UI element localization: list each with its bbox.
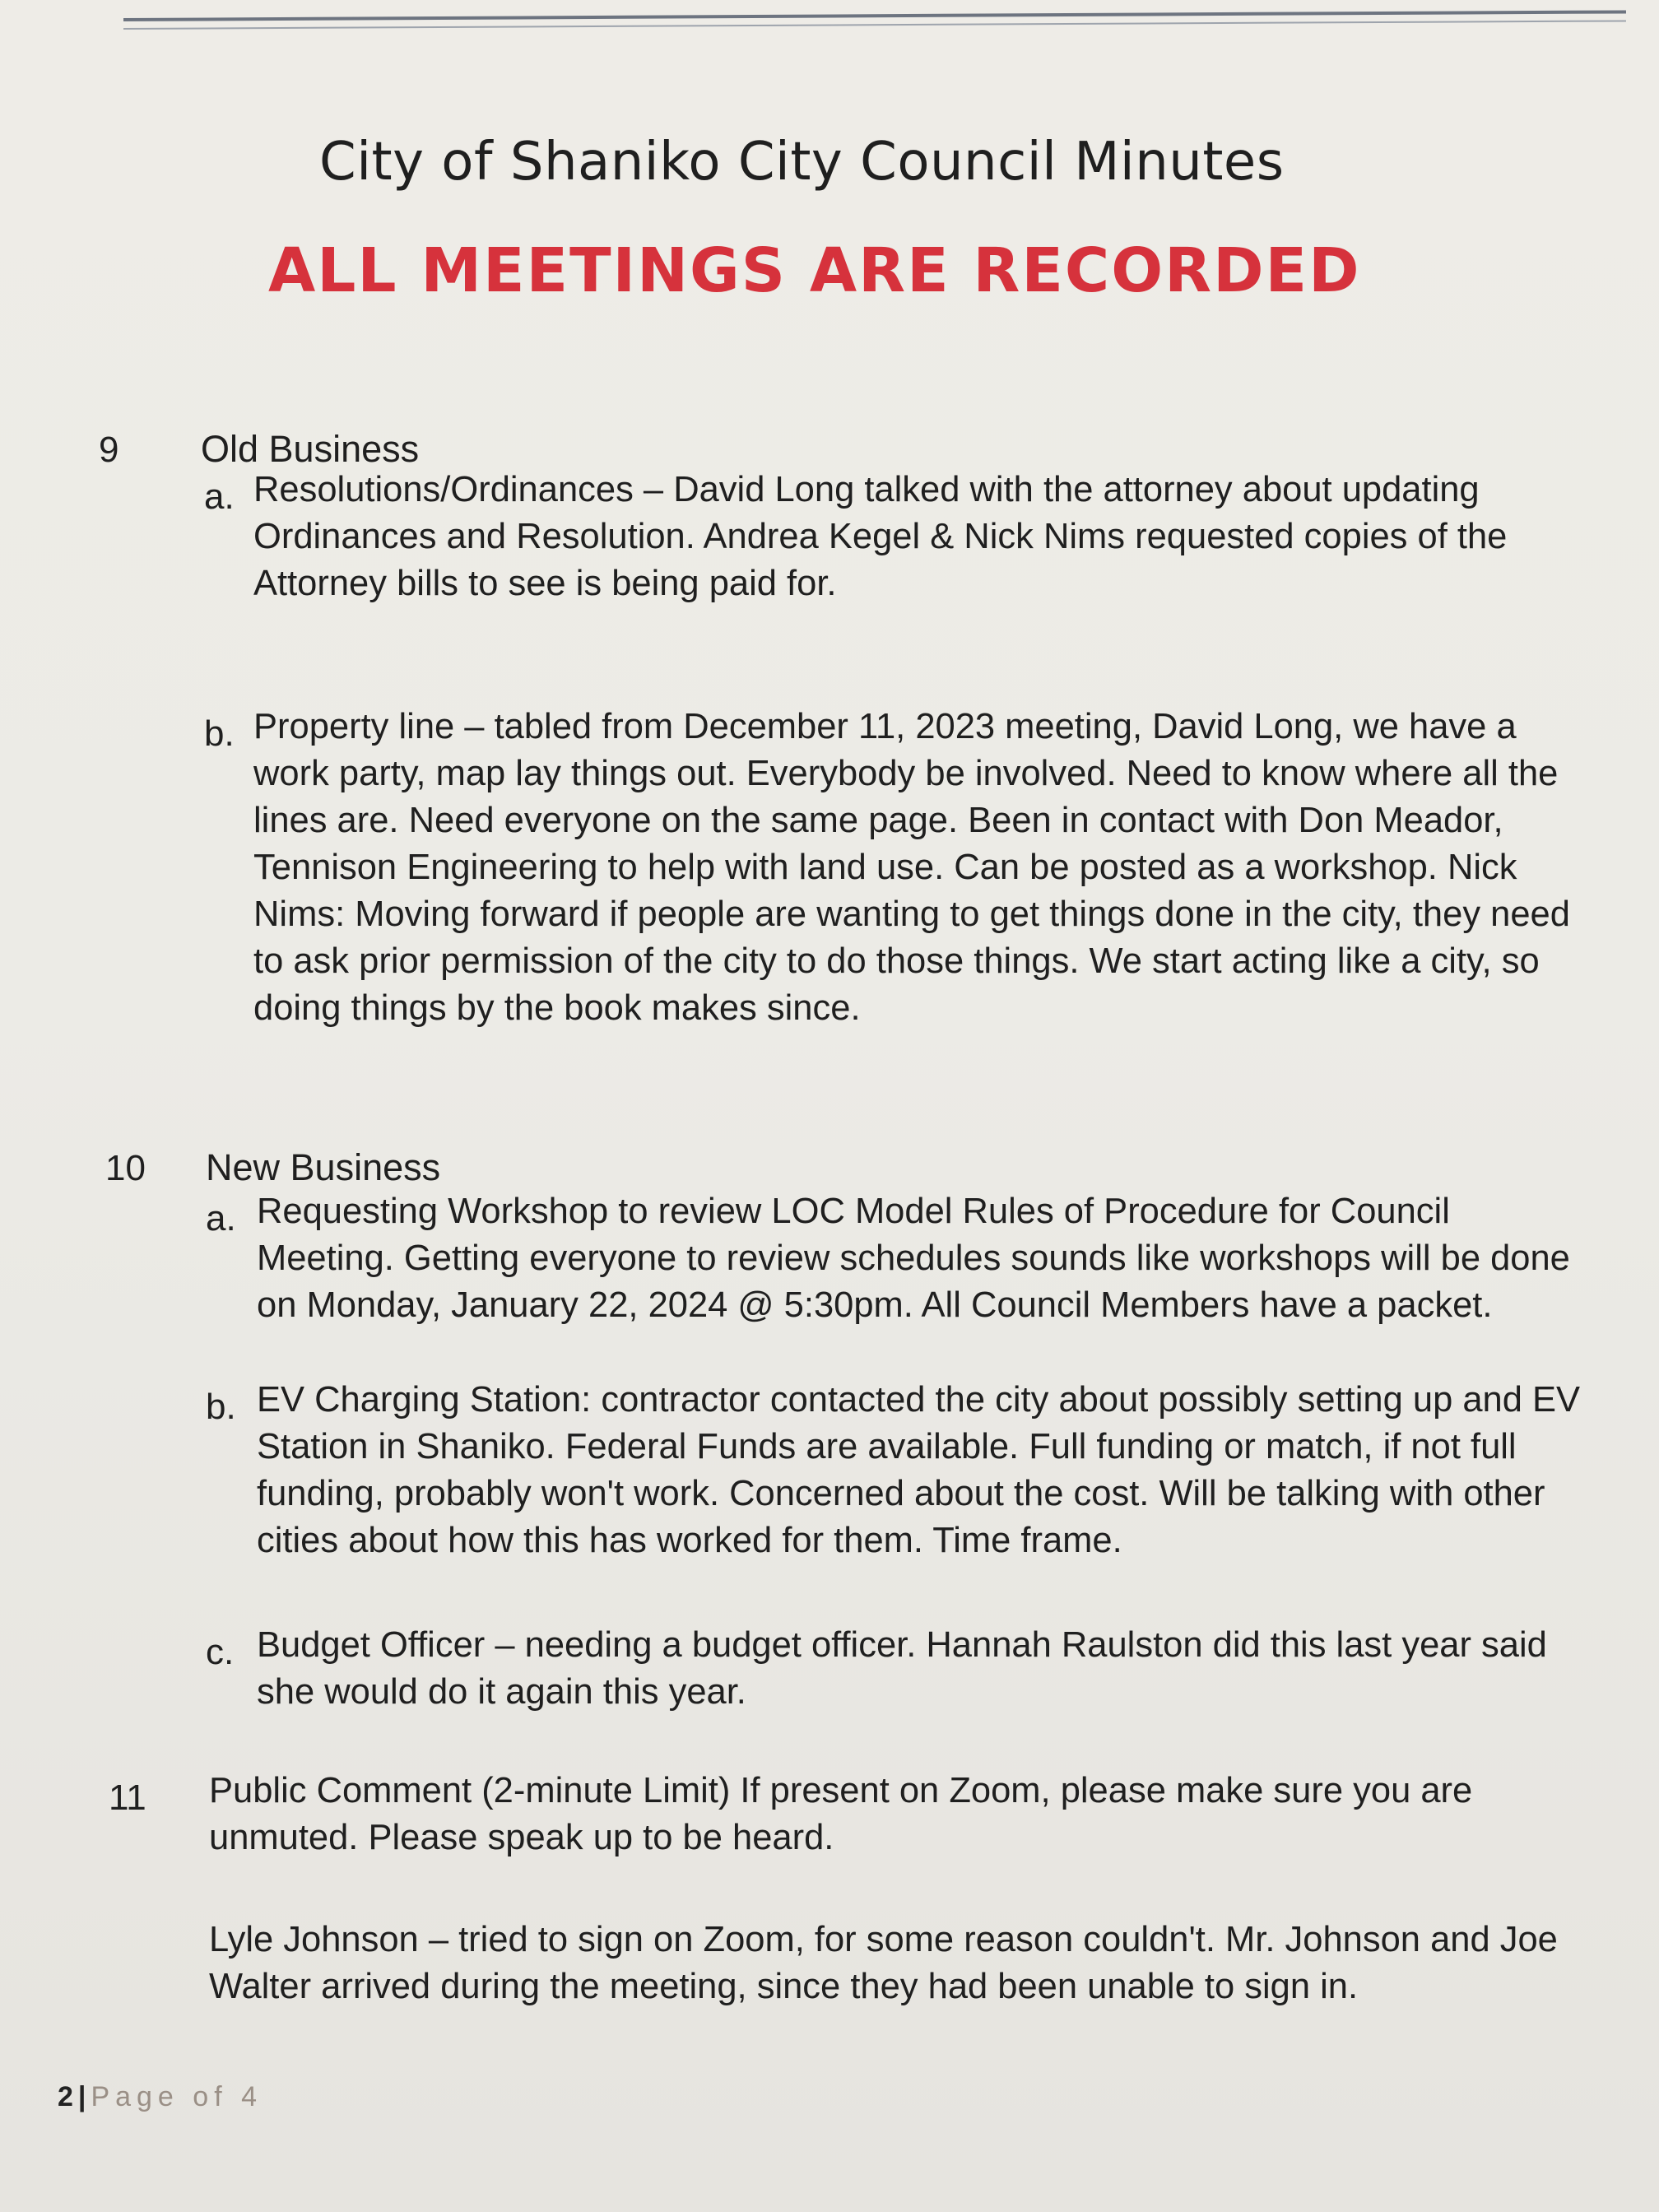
section-title-new-business: New Business xyxy=(206,1146,441,1188)
item-letter-new-b: b. xyxy=(206,1387,236,1427)
item-text-workshop-request: Requesting Workshop to review LOC Model Rules of Procedure for Council Meeting. Getting everyone to review schedules sounds like workshops will be done on Monday, January 22, 2024 @ 5:30pm. All Council Members have a packet. xyxy=(257,1192,1570,1325)
public-comment-note: Lyle Johnson – tried to sign on Zoom, for some reason couldn't. Mr. Johnson and Joe Walter arrived during the meeting, since they had been unable to sign in. xyxy=(209,1920,1558,2006)
top-rule xyxy=(123,10,1626,21)
section-title-public-comment: Public Comment (2-minute Limit) If present on Zoom, please make sure you are unmuted. Please speak up to be heard. xyxy=(209,1771,1473,1857)
item-text-budget-officer: Budget Officer – needing a budget officer. Hannah Raulston did this last year said she would do it again this year. xyxy=(257,1625,1547,1712)
section-title-old-business: Old Business xyxy=(201,428,420,470)
page-count-label: Page of 4 xyxy=(91,2081,263,2112)
item-text-property-line: Property line – tabled from December 11, 2023 meeting, David Long, we have a work party, map lay things out. Everybody be involved. Need to know where all the lines are. Need everyone on the same page. Been in contact with Don Meador, Tennison Engineering to help with land use. Can be posted as a workshop. Nick Nims: Moving forward if people are wanting to get things done in the city, they need to ask prior permission of the city to do those things. We start acting like a city, so doing things by the book makes since. xyxy=(253,707,1570,1028)
section-number-new-business: 10 xyxy=(105,1148,146,1188)
section-number-old-business: 9 xyxy=(99,430,119,470)
item-letter-old-b: b. xyxy=(204,713,235,754)
item-text-resolutions-ordinances: Resolutions/Ordinances – David Long talked with the attorney about updating Ordinances and Resolution. Andrea Kegel & Nick Nims requested copies of the Attorney bills to see is being paid for. xyxy=(253,470,1508,603)
page-title: City of Shaniko City Council Minutes xyxy=(319,132,1285,193)
item-letter-old-a: a. xyxy=(204,476,235,517)
item-text-ev-charging-station: EV Charging Station: contractor contacted the city about possibly setting up and EV Station in Shaniko. Federal Funds are available. Full funding or match, if not full funding, probably won't work. Concerned about the cost. Will be talking with other cities about how this has worked for them. Time frame. xyxy=(257,1380,1581,1560)
page-separator: | xyxy=(77,2081,86,2112)
recorded-banner: ALL MEETINGS ARE RECORDED xyxy=(268,235,1361,306)
page-number: 2 xyxy=(58,2081,73,2112)
item-letter-new-a: a. xyxy=(206,1198,236,1238)
top-rule-thin xyxy=(123,20,1626,30)
page-footer xyxy=(58,2081,263,2113)
item-letter-new-c: c. xyxy=(206,1632,235,1672)
section-number-public-comment: 11 xyxy=(109,1778,146,1818)
